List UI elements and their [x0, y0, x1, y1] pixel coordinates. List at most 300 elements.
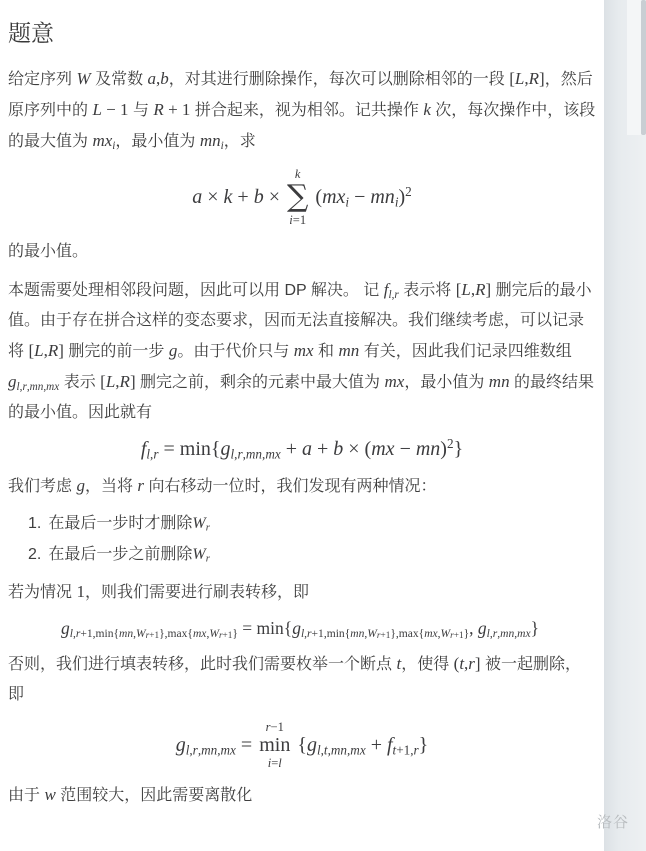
text-run: 删完之前，剩余的元素中最大值为: [135, 374, 385, 391]
ordered-list: [8, 510, 596, 569]
math-token: r: [265, 720, 271, 734]
math-token: min: [179, 438, 211, 460]
math-token: g: [168, 341, 178, 360]
math-token: L: [92, 100, 102, 119]
text-run: 的最终结果的最小值。因此就有: [8, 374, 595, 421]
inline-math: [28, 341, 63, 360]
luogu-watermark: 洛谷: [597, 814, 630, 831]
math-token: R: [47, 341, 59, 360]
math-token: mn: [199, 131, 221, 150]
math-token: R: [528, 69, 540, 88]
math-token: ,: [197, 741, 202, 757]
text-run: 与: [128, 102, 154, 119]
math-token: +: [232, 185, 254, 208]
paragraph: [8, 64, 596, 157]
math-token: {: [113, 627, 120, 640]
text-run: ，对其进行删除操作，每次可以删除相邻的一段: [168, 71, 510, 88]
text-run: 向右移动一位时，我们发现有两种情况：: [144, 478, 437, 495]
display-formula: [8, 435, 596, 462]
list-marker: 1.: [28, 515, 42, 532]
inline-math: [76, 582, 85, 601]
text-run: 。由于代价只与: [177, 343, 294, 360]
math-token: t: [392, 741, 397, 757]
math-token: t: [459, 654, 465, 673]
inline-math: [315, 183, 412, 209]
math-token: g: [292, 618, 301, 638]
math-token: ,: [262, 446, 266, 462]
math-token: 1: [76, 582, 85, 601]
math-token: ,: [524, 69, 529, 88]
math-token: W: [136, 627, 146, 640]
math-token: b: [333, 438, 344, 460]
math-token: [: [455, 280, 462, 299]
math-token: a: [302, 438, 312, 460]
math-token: mn: [201, 741, 218, 757]
inline-math: [339, 341, 360, 360]
text-run: 本题需要处理相邻段问题，因此可以用 DP 解决。 记: [8, 282, 384, 299]
math-token: r: [394, 288, 399, 301]
math-token: mx: [46, 380, 60, 393]
text-run: ，最小值为: [404, 374, 489, 391]
math-token: W: [76, 69, 91, 88]
math-token: mn: [245, 446, 263, 462]
math-token: i: [394, 193, 399, 209]
math-token: t: [396, 654, 402, 673]
text-run: 被一起删除，即: [8, 656, 582, 703]
list-marker: 2.: [28, 546, 42, 563]
math-token: −1: [270, 720, 284, 734]
math-token: mx: [265, 446, 281, 462]
inline-math: [92, 131, 115, 150]
math-token: r: [192, 741, 198, 757]
math-token: R: [475, 280, 486, 299]
math-token: 2: [446, 435, 454, 451]
math-token: +1: [453, 629, 464, 640]
math-token: =: [271, 756, 279, 770]
math-token: r: [137, 476, 145, 495]
math-token: ]: [58, 341, 64, 360]
math-token: ×: [263, 185, 280, 208]
math-token: mn: [350, 627, 365, 640]
math-token: w: [44, 785, 56, 804]
math-token: k: [294, 167, 301, 181]
subscript: [388, 289, 398, 301]
math-token: f: [383, 280, 389, 299]
math-token: +: [312, 438, 334, 460]
math-token: ,: [206, 627, 210, 640]
math-token: k: [423, 100, 431, 119]
text-run: 及常数: [90, 71, 148, 88]
paragraph: [8, 471, 596, 502]
math-token: +1: [222, 629, 233, 640]
math-token: r: [376, 629, 381, 640]
math-token: −: [349, 185, 371, 208]
math-token: mx: [350, 741, 366, 757]
inline-math: [176, 734, 253, 757]
math-token: r: [450, 629, 454, 640]
math-token: ,: [150, 446, 154, 462]
operator-lower-limit: [289, 213, 306, 227]
subscript: [146, 630, 159, 640]
list-item: [28, 541, 596, 569]
math-token: +1: [149, 629, 160, 640]
math-token: b: [160, 69, 169, 88]
math-token: g: [60, 618, 70, 638]
inline-math: [192, 186, 280, 209]
math-token: ,: [234, 446, 238, 462]
math-token: mx: [192, 627, 207, 640]
text-run: 范围较大，因此需要离散化: [55, 787, 253, 804]
math-token: max: [167, 627, 188, 640]
math-token: ,: [242, 446, 246, 462]
math-token: mx: [293, 341, 314, 360]
math-token: R: [153, 100, 164, 119]
subscript: [186, 742, 236, 757]
subscript: [219, 630, 232, 640]
math-token: }: [463, 627, 470, 640]
subscript: [146, 446, 158, 461]
text-run: 次，每次操作中，该段的最大值为: [8, 102, 596, 150]
operator-upper-limit: [266, 720, 284, 734]
math-token: ,: [43, 341, 48, 360]
math-token: k: [223, 185, 233, 208]
math-token: b: [253, 185, 264, 208]
math-token: i: [112, 139, 116, 152]
math-token: ,: [514, 627, 518, 640]
display-formula: [8, 720, 596, 770]
list-item: [28, 510, 596, 538]
math-token: l: [388, 288, 392, 301]
math-token: a: [147, 69, 157, 88]
inline-math: [509, 69, 544, 88]
math-token: − 1: [101, 100, 129, 119]
inline-math: [266, 720, 284, 734]
math-token: ,: [327, 741, 331, 757]
math-token: +1,: [80, 627, 96, 640]
text-run: 表示将: [398, 282, 456, 299]
math-token: r: [145, 629, 150, 640]
superscript: [405, 183, 412, 198]
paragraph: [8, 780, 596, 811]
text-run: 否则，我们进行填表转移，此时我们需要枚举一个断点: [8, 656, 397, 673]
subscript: [450, 630, 463, 640]
math-token: l: [300, 627, 305, 640]
math-token: l: [316, 741, 321, 757]
math-token: g: [220, 438, 231, 460]
math-token: r: [468, 654, 475, 673]
inline-math: [100, 372, 135, 391]
math-token: {: [344, 627, 351, 640]
math-token: ,: [347, 741, 351, 757]
math-token: i: [289, 213, 293, 227]
math-token: ,: [497, 627, 501, 640]
text-run: 给定序列: [8, 71, 77, 88]
math-token: [: [28, 341, 35, 360]
math-token: × (: [343, 438, 372, 460]
inline-math: [153, 100, 190, 119]
paragraph: [8, 275, 596, 428]
inline-math: [192, 541, 209, 569]
math-token: W: [367, 627, 377, 640]
min-operator: min: [259, 734, 291, 756]
text-run: 删完的前一步: [63, 343, 169, 360]
math-token: ]: [474, 654, 481, 673]
text-run: ，使得: [401, 656, 454, 673]
math-token: +1: [380, 629, 391, 640]
math-token: i: [267, 756, 272, 770]
math-token: [: [509, 69, 515, 88]
math-token: (: [315, 185, 323, 208]
inline-math: [297, 734, 428, 757]
subscript: [206, 523, 210, 534]
math-token: L: [514, 69, 525, 88]
math-token: L: [105, 372, 116, 391]
math-token: =: [158, 438, 180, 460]
math-token: }: [418, 733, 429, 756]
math-token: +1,: [396, 741, 414, 757]
math-token: g: [8, 372, 17, 391]
math-token: r: [153, 446, 159, 462]
math-token: ,: [391, 288, 395, 301]
math-token: {: [187, 627, 193, 640]
math-token: {: [210, 438, 221, 460]
math-token: f: [140, 438, 147, 460]
math-token: + 1: [163, 100, 191, 119]
math-token: g: [477, 618, 487, 638]
math-token: l: [69, 627, 73, 640]
math-token: ×: [202, 185, 224, 208]
math-token: ,: [320, 741, 324, 757]
subscript: [377, 630, 390, 640]
math-token: ,: [72, 627, 76, 640]
inline-math: [148, 69, 169, 88]
math-token: mn: [119, 627, 134, 640]
section-heading: 题意: [8, 20, 54, 46]
scrollbar-thumb[interactable]: [641, 0, 646, 135]
math-token: W: [440, 627, 451, 640]
text-run: 拼合起来，视为相邻。记共操作: [190, 102, 424, 119]
math-token: }: [530, 618, 540, 638]
inline-math: [385, 372, 405, 391]
inline-math: [8, 372, 59, 391]
inline-math: [423, 100, 431, 119]
paragraph: [8, 577, 596, 608]
math-token: ,: [437, 627, 441, 640]
math-token: ): [398, 185, 406, 208]
math-token: },: [390, 627, 399, 640]
subscript: [206, 554, 210, 565]
math-token: l: [486, 627, 490, 640]
text-run: 由于: [8, 787, 45, 804]
math-token: ,: [19, 380, 23, 393]
math-token: l: [278, 756, 282, 770]
math-token: min: [326, 627, 345, 640]
math-token: mn: [488, 372, 510, 391]
math-token: =1: [292, 213, 307, 227]
math-token: ): [440, 438, 447, 460]
subscript: [487, 628, 531, 640]
math-token: mx: [92, 131, 113, 150]
inline-math: [61, 618, 539, 638]
math-token: l: [230, 446, 235, 462]
math-token: mn: [500, 627, 515, 640]
math-token: R: [119, 372, 130, 391]
text-run: 在最后一步时才删除: [48, 515, 193, 532]
math-token: l: [185, 741, 190, 757]
subscript: [317, 742, 366, 757]
math-token: ]: [485, 280, 492, 299]
math-token: mx: [220, 741, 236, 757]
math-token: 2: [405, 183, 412, 199]
math-token: mn: [330, 741, 347, 757]
text-run: ，求: [223, 133, 256, 150]
math-token: r: [22, 380, 27, 393]
math-token: ,: [489, 627, 493, 640]
text-run: 表示: [59, 374, 101, 391]
math-token: min: [95, 627, 114, 640]
math-token: l: [146, 446, 151, 462]
math-token: r: [205, 522, 210, 534]
inline-math: [92, 100, 128, 119]
text-run: ，当将: [84, 478, 138, 495]
math-token: [: [100, 372, 106, 391]
math-token: ,: [115, 372, 120, 391]
inline-math: [140, 435, 464, 462]
text-run: ，最小值为: [115, 133, 200, 150]
inline-math: [76, 69, 90, 88]
text-run: ，则我们需要进行刷表转移，即: [84, 584, 309, 601]
math-token: {: [418, 627, 425, 640]
math-token: +: [280, 438, 302, 460]
text-run: 和: [313, 343, 339, 360]
math-token: ]: [539, 69, 545, 88]
inline-math: [192, 510, 209, 538]
math-token: ,: [133, 627, 137, 640]
math-token: r: [218, 629, 223, 640]
text-run: 我们考虑: [8, 478, 77, 495]
inline-math: [289, 213, 306, 227]
math-token: ,: [217, 741, 221, 757]
math-token: r: [205, 553, 210, 565]
math-token: mn: [338, 341, 360, 360]
math-token: min: [256, 618, 284, 638]
text-run: 删完后的最小值。由于存在拼合这样的变态要求，因而无法直接解决。我们继续考虑，可以记录将: [8, 282, 592, 360]
math-token: t: [323, 741, 328, 757]
math-token: −: [394, 438, 416, 460]
subscript: [231, 446, 281, 461]
sum-symbol: ∑: [286, 179, 309, 214]
math-token: f: [386, 733, 393, 756]
math-token: (: [453, 654, 460, 673]
math-token: r: [413, 741, 419, 757]
math-token: +1,: [311, 627, 327, 640]
math-token: mn: [415, 438, 441, 460]
operator-lower-limit: [268, 756, 282, 770]
math-token: i: [220, 139, 224, 152]
big-operator: [259, 720, 290, 770]
math-token: ,: [470, 280, 476, 299]
inline-math: [294, 341, 314, 360]
math-token: i: [345, 193, 350, 209]
math-token: r: [492, 627, 498, 640]
math-token: ,: [43, 380, 47, 393]
inline-math: [489, 372, 510, 391]
math-token: r: [237, 446, 243, 462]
math-token: mx: [384, 372, 405, 391]
math-token: +: [365, 733, 387, 756]
math-token: ,: [189, 741, 193, 757]
math-token: ,: [364, 627, 368, 640]
math-token: max: [398, 627, 419, 640]
math-token: mx: [424, 627, 438, 640]
math-token: mx: [322, 185, 346, 208]
inline-math: [454, 654, 481, 673]
math-token: g: [76, 476, 85, 495]
math-token: }: [232, 627, 238, 640]
inline-math: [44, 785, 55, 804]
text-run: ，然后原序列中的: [8, 71, 593, 119]
math-token: ]: [129, 372, 136, 391]
math-token: L: [34, 341, 44, 360]
math-token: g: [175, 733, 186, 756]
math-token: L: [461, 280, 471, 299]
inline-math: [200, 131, 224, 150]
math-token: mx: [517, 627, 531, 640]
math-token: r: [307, 627, 312, 640]
display-formula: [4, 618, 596, 639]
text-run: 的最小值。: [8, 243, 89, 260]
math-token: ,: [469, 618, 478, 638]
inline-math: [456, 280, 491, 299]
math-token: ,: [304, 627, 308, 640]
math-token: {: [283, 618, 293, 638]
math-token: mn: [370, 185, 395, 208]
display-formula: [8, 167, 596, 227]
subscript: [301, 628, 469, 640]
superscript: [447, 436, 454, 451]
math-token: W: [192, 546, 206, 563]
math-token: W: [209, 627, 219, 640]
math-token: g: [306, 733, 317, 756]
math-token: ,: [156, 69, 161, 88]
text-run: 若为情况: [8, 584, 77, 601]
inline-math: [76, 476, 85, 495]
math-token: l: [16, 380, 20, 393]
math-token: =: [237, 618, 257, 638]
big-operator: [287, 167, 308, 227]
math-token: {: [297, 733, 307, 756]
math-token: a: [192, 185, 203, 208]
subscript: [17, 381, 60, 393]
math-token: mx: [371, 438, 395, 460]
math-token: },: [159, 627, 168, 640]
math-token: =: [235, 733, 253, 756]
math-token: mn: [29, 380, 44, 393]
inline-math: [384, 280, 399, 299]
paragraph: [8, 649, 596, 710]
subscript: [393, 742, 419, 757]
text-run: 有关，因此我们记录四维数组: [359, 343, 572, 360]
math-token: }: [453, 438, 464, 460]
subscript: [70, 628, 238, 640]
paragraph: [8, 237, 596, 267]
math-token: r: [75, 627, 81, 640]
text-run: 在最后一步之前删除: [48, 546, 193, 563]
math-token: ,: [26, 380, 30, 393]
math-token: W: [192, 515, 206, 532]
math-token: ,: [464, 654, 469, 673]
article-body: [8, 64, 596, 811]
